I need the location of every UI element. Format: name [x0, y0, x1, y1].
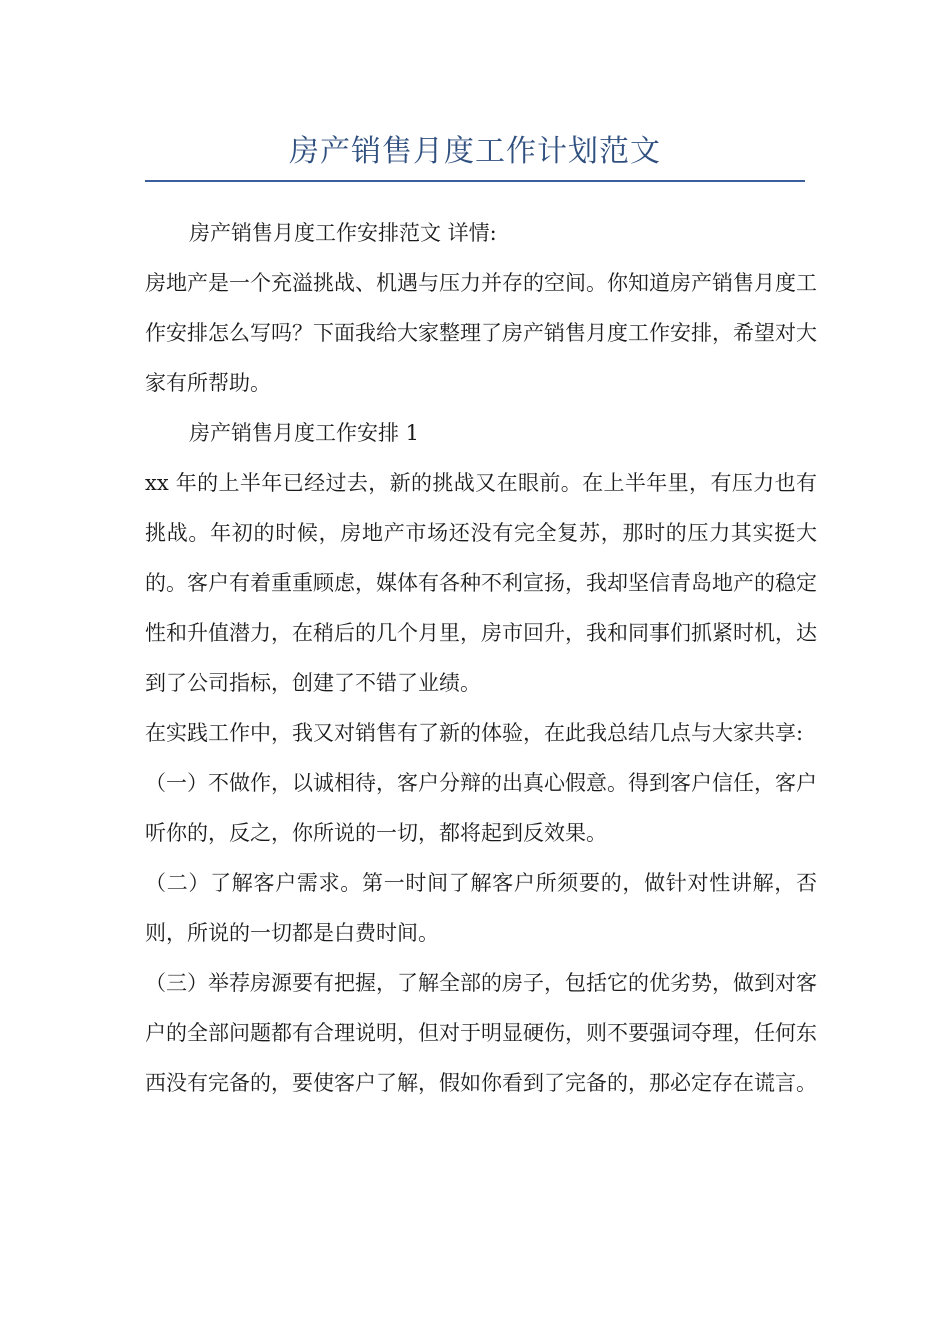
paragraph-experience: 在实践工作中，我又对销售有了新的体验，在此我总结几点与大家共享: — [145, 721, 804, 745]
title-underline — [145, 180, 805, 182]
paragraph-intro: 房地产是一个充溢挑战、机遇与压力并存的空间。你知道房产销售月度工作安排怎么写吗？下面我给大家整理了房产销售月度工作安排，希望对大家有所帮助。 — [145, 271, 817, 395]
paragraph-point-three: （三）举荐房源要有把握，了解全部的房子，包括它的优劣势，做到对客户的全部问题都有合理说明，但对于明显硬伤，则不要强词夺理，任何东西没有完备的，要使客户了解，假如你看到了完备的，那必定存在谎言。 — [145, 971, 817, 1095]
paragraph-section-heading: 房产销售月度工作安排 1 — [189, 421, 420, 445]
document-body — [145, 208, 817, 1108]
paragraph-point-one: （一）不做作，以诚相待，客户分辩的出真心假意。得到客户信任，客户听你的，反之，你所说的一切，都将起到反效果。 — [145, 771, 817, 845]
paragraph-point-two: （二）了解客户需求。第一时间了解客户所须要的，做针对性讲解，否则，所说的一切都是白费时间。 — [145, 871, 817, 945]
paragraph-intro-heading: 房产销售月度工作安排范文 详情: — [189, 221, 497, 245]
document-title: 房产销售月度工作计划范文 — [289, 134, 661, 169]
paragraph-half-year-review: xx 年的上半年已经过去，新的挑战又在眼前。在上半年里，有压力也有挑战。年初的时候，房地产市场还没有完全复苏，那时的压力其实挺大的。客户有着重重顾虑，媒体有各种不利宣扬，我却坚信青岛地产的稳定性和升值潜力，在稍后的几个月里，房市回升，我和同事们抓紧时机，达到了公司指标，创建了不错了业绩。 — [145, 471, 817, 695]
